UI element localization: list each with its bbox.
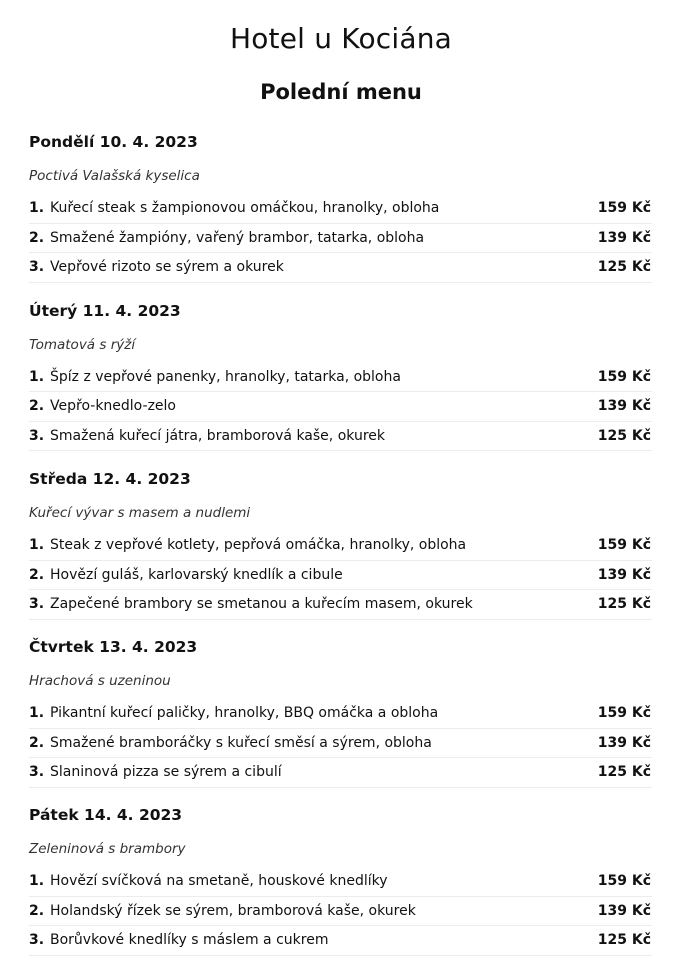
hotel-title: Hotel u Kociána xyxy=(229,22,453,55)
dish-number: 2. xyxy=(29,398,45,414)
day-heading: Pondělí 10. 4. 2023 xyxy=(29,133,198,151)
soup-of-day: Poctivá Valašská kyselica xyxy=(29,168,200,184)
menu-title: Polední menu xyxy=(260,80,422,104)
dish-number: 2. xyxy=(29,734,45,751)
dish-price: 139 Kč xyxy=(597,566,651,583)
dish-row xyxy=(29,897,652,927)
dish-name: Holandský řízek se sýrem, bramborová kaše, okurek xyxy=(50,902,416,919)
day-heading: Čtvrtek 13. 4. 2023 xyxy=(29,638,198,656)
dish-row xyxy=(29,253,652,283)
dish-price: 125 Kč xyxy=(597,427,651,444)
dish-name: Hovězí guláš, karlovarský knedlík a cibule xyxy=(50,566,343,583)
dish-row xyxy=(29,363,652,393)
dish-number: 3. xyxy=(29,259,45,275)
dish-name: Vepřo-knedlo-zelo xyxy=(50,398,176,414)
dish-row xyxy=(29,194,652,224)
day-heading: Středa 12. 4. 2023 xyxy=(29,470,191,488)
dish-name: Kuřecí steak s žampionovou omáčkou, hranolky, obloha xyxy=(50,200,440,216)
dish-price: 159 Kč xyxy=(597,368,651,385)
dish-price: 139 Kč xyxy=(597,229,651,246)
dish-name: Špíz z vepřové panenky, hranolky, tatarka, obloha xyxy=(50,368,401,385)
dish-name: Vepřové rizoto se sýrem a okurek xyxy=(50,259,284,275)
dish-price: 159 Kč xyxy=(597,873,651,889)
dish-price: 139 Kč xyxy=(597,734,651,751)
dish-name: Smažené bramboráčky s kuřecí směsí a sýrem, obloha xyxy=(50,734,432,751)
soup-of-day: Hrachová s uzeninou xyxy=(29,673,171,689)
dish-name: Pikantní kuřecí paličky, hranolky, BBQ omáčka a obloha xyxy=(50,705,439,721)
soup-of-day: Zeleninová s brambory xyxy=(29,841,186,857)
dish-number: 2. xyxy=(29,902,45,919)
dish-number: 1. xyxy=(29,705,45,721)
dish-name: Smažené žampióny, vařený brambor, tatarka, obloha xyxy=(50,229,425,246)
day-heading: Pátek 14. 4. 2023 xyxy=(29,806,183,824)
dish-price: 159 Kč xyxy=(597,537,651,553)
dish-row xyxy=(29,422,652,452)
dish-row xyxy=(29,561,652,591)
dish-row xyxy=(29,531,652,561)
dish-row xyxy=(29,758,652,788)
dish-price: 139 Kč xyxy=(597,902,651,919)
dish-price: 159 Kč xyxy=(597,705,651,721)
dish-row xyxy=(29,224,652,254)
dish-row xyxy=(29,867,652,897)
dish-row xyxy=(29,699,652,729)
dish-price: 125 Kč xyxy=(597,932,651,948)
dish-row xyxy=(29,729,652,759)
dish-price: 125 Kč xyxy=(597,764,651,780)
dish-number: 1. xyxy=(29,200,45,216)
dish-name: Zapečené brambory se smetanou a kuřecím masem, okurek xyxy=(50,596,473,612)
dish-name: Smažená kuřecí játra, bramborová kaše, okurek xyxy=(50,427,385,444)
dish-number: 1. xyxy=(29,368,45,385)
dish-name: Borůvkové knedlíky s máslem a cukrem xyxy=(50,932,329,948)
dish-name: Hovězí svíčková na smetaně, houskové knedlíky xyxy=(50,873,388,889)
dish-number: 3. xyxy=(29,427,45,444)
dish-price: 139 Kč xyxy=(597,398,651,414)
dish-price: 125 Kč xyxy=(597,259,651,275)
dish-name: Steak z vepřové kotlety, pepřová omáčka, hranolky, obloha xyxy=(50,537,467,553)
dish-row xyxy=(29,392,652,422)
soup-of-day: Tomatová s rýží xyxy=(29,336,136,353)
dish-row xyxy=(29,926,652,956)
dish-number: 2. xyxy=(29,566,45,583)
dish-row xyxy=(29,590,652,620)
soup-of-day: Kuřecí vývar s masem a nudlemi xyxy=(29,505,251,521)
day-heading: Úterý 11. 4. 2023 xyxy=(29,301,181,320)
dish-number: 3. xyxy=(29,764,45,780)
dish-number: 3. xyxy=(29,932,45,948)
dish-number: 1. xyxy=(29,873,45,889)
dish-price: 125 Kč xyxy=(597,596,651,612)
dish-price: 159 Kč xyxy=(597,200,651,216)
dish-name: Slaninová pizza se sýrem a cibulí xyxy=(50,764,282,780)
dish-number: 2. xyxy=(29,229,45,246)
dish-number: 1. xyxy=(29,537,45,553)
dish-number: 3. xyxy=(29,596,45,612)
